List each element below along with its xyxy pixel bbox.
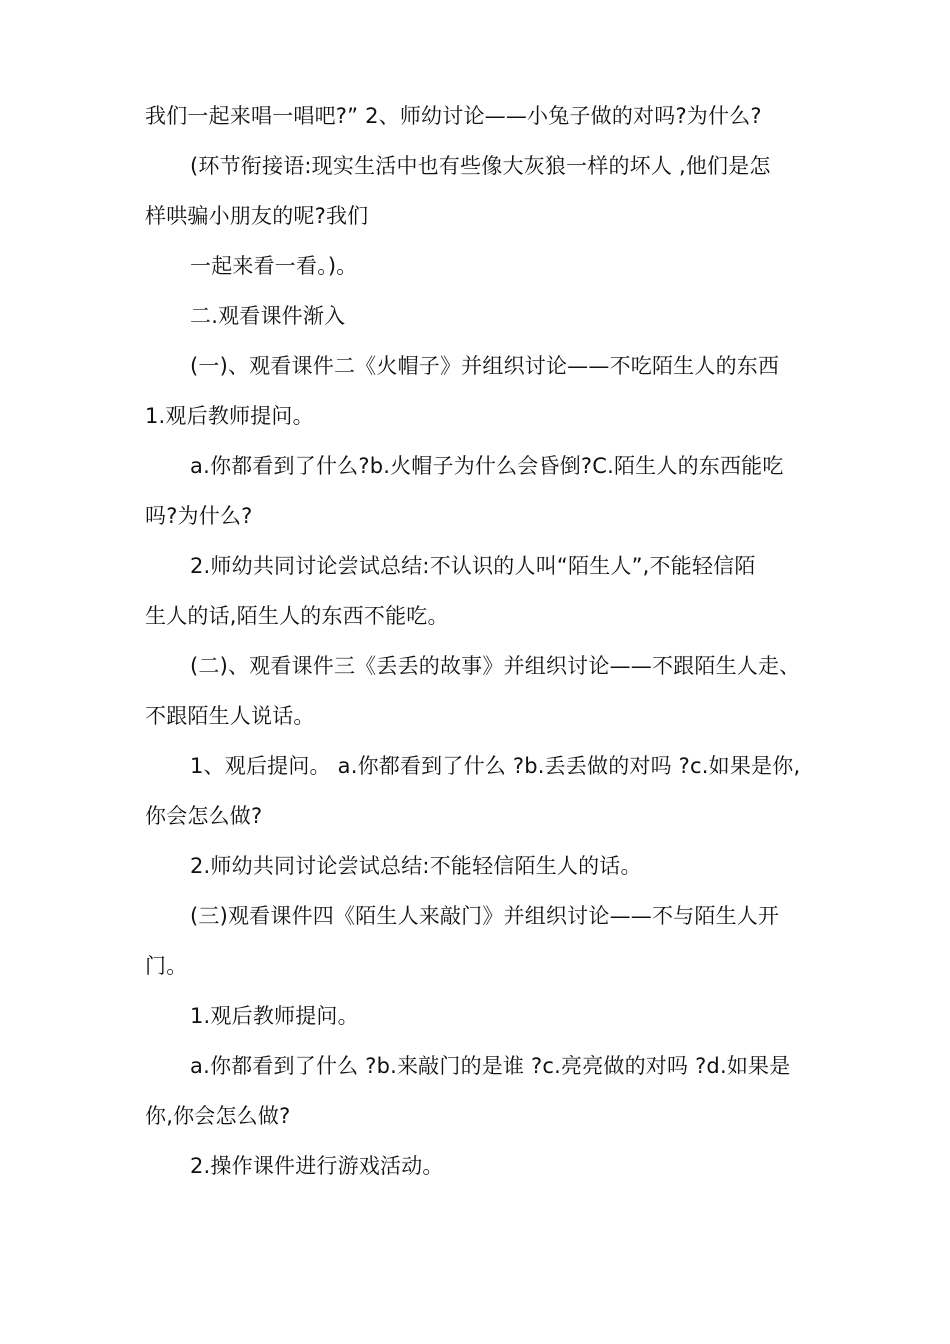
text-line: 我们一起来唱一唱吧?” 2、师幼讨论——小兔子做的对吗?为什么? [145, 104, 762, 128]
text-line: 1、观后提问。 a.你都看到了什么 ?b.丢丢做的对吗 ?c.如果是你, [190, 754, 801, 778]
text-line: 1.观后教师提问。 [190, 1004, 359, 1028]
text-line: a.你都看到了什么 ?b.来敲门的是谁 ?c.亮亮做的对吗 ?d.如果是 [190, 1054, 791, 1078]
text-line: a.你都看到了什么?b.火帽子为什么会昏倒?C.陌生人的东西能吃 [190, 454, 784, 478]
text-line: 你,你会怎么做? [145, 1104, 291, 1128]
text-line: 样哄骗小朋友的呢?我们 [145, 204, 369, 228]
section-heading: 二.观看课件渐入 [190, 304, 346, 328]
text-line: 门。 [145, 954, 188, 978]
text-line: 你会怎么做? [145, 804, 263, 828]
text-line: (一)、观看课件二《火帽子》并组织讨论——不吃陌生人的东西 [190, 354, 780, 378]
text-line: 一起来看一看。)。 [190, 254, 358, 278]
text-line: (三)观看课件四《陌生人来敲门》并组织讨论——不与陌生人开 [190, 904, 780, 928]
text-line: 吗?为什么? [145, 504, 253, 528]
text-line: 2.操作课件进行游戏活动。 [190, 1154, 444, 1178]
text-line: (环节衔接语:现实生活中也有些像大灰狼一样的坏人 ,他们是怎 [190, 154, 771, 178]
text-line: (二)、观看课件三《丢丢的故事》并组织讨论——不跟陌生人走、 [190, 654, 801, 678]
text-line: 2.师幼共同讨论尝试总结:不认识的人叫“陌生人”,不能轻信陌 [190, 554, 756, 578]
text-line: 1.观后教师提问。 [145, 404, 314, 428]
text-line: 不跟陌生人说话。 [145, 704, 315, 728]
text-line: 生人的话,陌生人的东西不能吃。 [145, 604, 449, 628]
text-line: 2.师幼共同讨论尝试总结:不能轻信陌生人的话。 [190, 854, 642, 878]
